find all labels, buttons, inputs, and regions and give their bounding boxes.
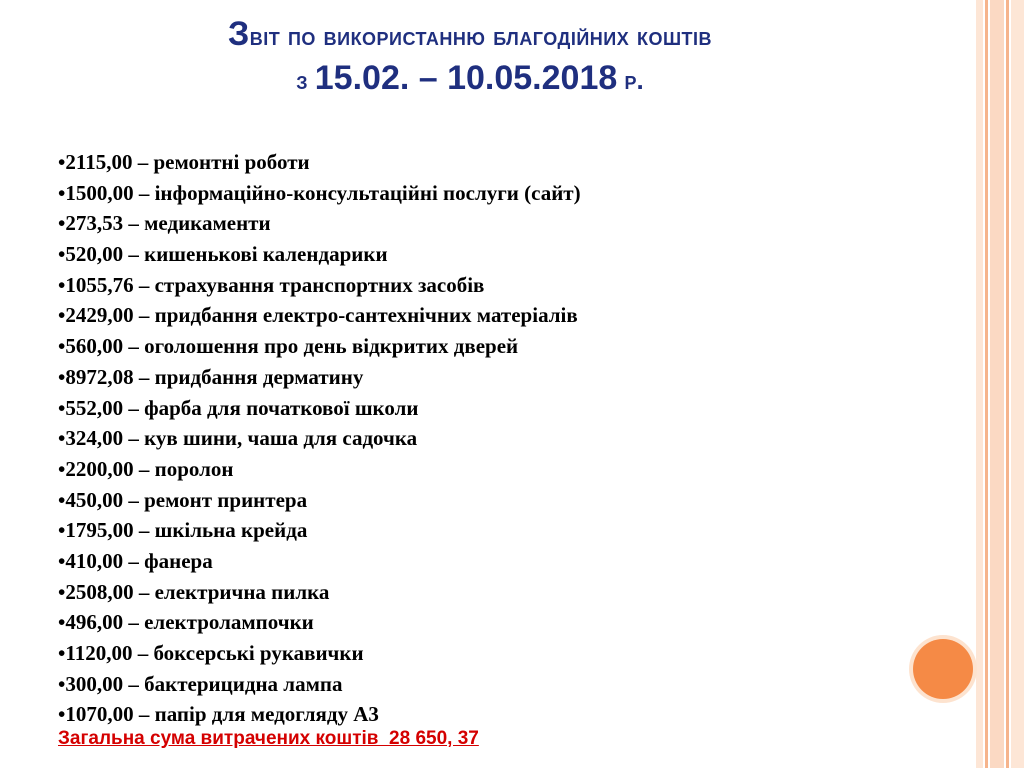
expense-item: •324,00 – кув шини, чаша для садочка <box>58 426 418 451</box>
title-line-1 <box>0 14 940 56</box>
expense-list <box>58 147 581 730</box>
title-line-2 <box>0 56 940 102</box>
expense-item: •560,00 – оголошення про день відкритих дверей <box>58 334 519 359</box>
total-amount: Загальна сума витрачених коштів 28 650, 37 <box>58 728 479 749</box>
decorative-side-stripes <box>976 0 1024 768</box>
title-date-prefix: з <box>296 65 315 95</box>
expense-item: •496,00 – електролампочки <box>58 610 314 635</box>
expense-item: •1070,00 – папір для медогляду А3 <box>58 702 379 727</box>
expense-item: •2429,00 – придбання електро-сантехнічних матеріалів <box>58 303 578 328</box>
slide-title <box>0 14 940 102</box>
title-date-range: 15.02. – 10.05.2018 <box>314 59 618 97</box>
expense-item: •2508,00 – електрична пилка <box>58 579 330 604</box>
expense-item: •1795,00 – шкільна крейда <box>58 518 308 543</box>
decorative-orange-circle <box>913 639 973 699</box>
expense-item: •2115,00 – ремонтні роботи <box>58 150 310 174</box>
expense-item: •2200,00 – поролон <box>58 456 234 481</box>
title-date-suffix: р. <box>617 65 644 95</box>
expense-item: •450,00 – ремонт принтера <box>58 487 308 512</box>
title-text: віт по використанню благодійних коштів <box>249 21 713 51</box>
title-initial: З <box>227 15 250 53</box>
expense-item: •410,00 – фанера <box>58 548 213 573</box>
expense-item: •1120,00 – боксерські рукавички <box>58 641 364 665</box>
expense-item: •552,00 – фарба для початкової школи <box>58 395 419 420</box>
expense-item: •8972,08 – придбання дерматину <box>58 364 364 389</box>
expense-item: •520,00 – кишенькові календарики <box>58 242 388 267</box>
expense-item: •300,00 – бактерицидна лампа <box>58 671 343 696</box>
expense-item: •1055,76 – страхування транспортних засобів <box>58 272 485 297</box>
expense-item: •273,53 – медикаменти <box>58 211 271 236</box>
expense-item: •1500,00 – інформаційно-консультаційні послуги (сайт) <box>58 180 581 205</box>
